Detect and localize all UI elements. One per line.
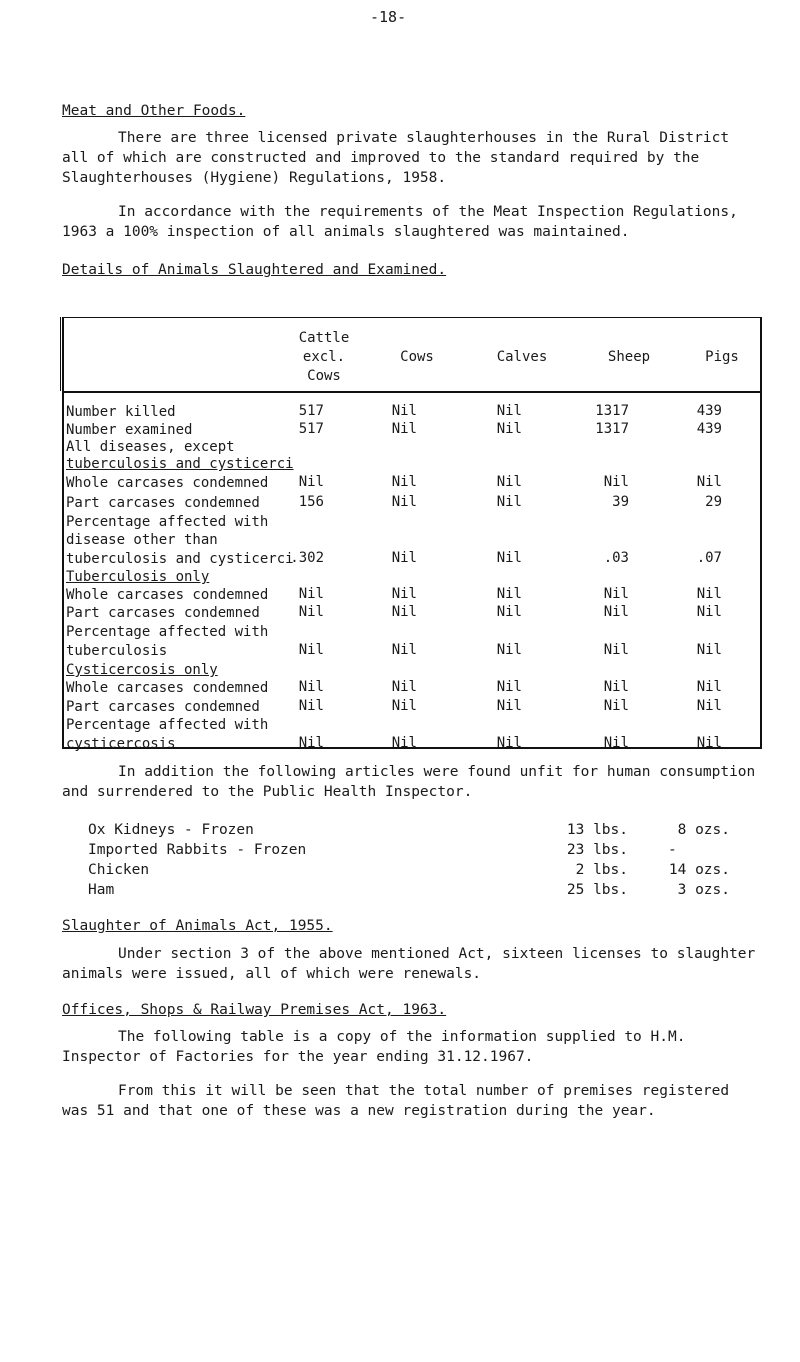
header-rule	[62, 391, 762, 393]
row-value: Nil	[298, 586, 324, 602]
row-label: Percentage affected with	[66, 717, 269, 733]
row-value: Nil	[496, 679, 522, 695]
meat-heading: Meat and Other Foods.	[62, 103, 246, 119]
row-label: Whole carcases condemned	[66, 587, 269, 603]
row-value: Nil	[603, 586, 629, 602]
row-value: Nil	[603, 604, 629, 620]
row-label: Percentage affected with	[66, 624, 269, 640]
row-label: Whole carcases condemned	[66, 475, 269, 491]
row-label: Whole carcases condemned	[66, 680, 269, 696]
row-value: Nil	[696, 698, 722, 714]
row-value: .07	[696, 550, 722, 566]
row-value: 1317	[595, 403, 629, 419]
col-header-calves: Calves	[496, 349, 548, 365]
row-value: Nil	[391, 494, 417, 510]
row-label: Number examined	[66, 422, 193, 438]
row-value: .302	[290, 550, 324, 566]
col-header-cattle: Cattle excl. Cows	[298, 330, 350, 384]
row-value: Nil	[298, 604, 324, 620]
row-value: Nil	[496, 494, 522, 510]
row-value: Nil	[391, 679, 417, 695]
row-value: Nil	[391, 604, 417, 620]
unfit-item-lbs: 23 lbs.	[566, 842, 628, 858]
row-value: Nil	[603, 698, 629, 714]
row-value: Nil	[298, 679, 324, 695]
row-value: 29	[705, 494, 722, 510]
para1-line2: all of which are constructed and improved to the standard required by the	[62, 150, 700, 166]
row-value: Nil	[496, 586, 522, 602]
unfit-item-ozs: 8 ozs.	[677, 822, 730, 838]
unfit-item-ozs: 14 ozs.	[668, 862, 730, 878]
col-header-sheep: Sheep	[607, 349, 651, 365]
row-label: Cysticercosis only	[66, 662, 218, 678]
row-value: Nil	[391, 698, 417, 714]
unfit-item-lbs: 2 lbs.	[575, 862, 628, 878]
row-value: Nil	[496, 735, 522, 751]
row-value: Nil	[696, 679, 722, 695]
row-value: Nil	[696, 604, 722, 620]
row-value: Nil	[391, 403, 417, 419]
para1-line1: There are three licensed private slaughterhouses in the Rural District	[118, 130, 730, 146]
row-value: 439	[696, 403, 722, 419]
offices-para2-line1: From this it will be seen that the total number of premises registered	[118, 1083, 730, 1099]
row-value: 156	[298, 494, 324, 510]
page-number: -18-	[370, 8, 407, 26]
unfit-item-name: Ox Kidneys - Frozen	[88, 822, 254, 838]
row-value: Nil	[298, 698, 324, 714]
row-value: Nil	[391, 642, 417, 658]
row-value: Nil	[391, 474, 417, 490]
unfit-intro-line1: In addition the following articles were found unfit for human consumption	[118, 764, 756, 780]
para2-line1: In accordance with the requirements of the Meat Inspection Regulations,	[118, 204, 738, 220]
row-value: 1317	[595, 421, 629, 437]
offices-act-heading: Offices, Shops & Railway Premises Act, 1963.	[62, 1002, 447, 1018]
row-value: Nil	[496, 642, 522, 658]
unfit-item-name: Chicken	[88, 862, 150, 878]
row-value: 39	[612, 494, 629, 510]
row-label: disease other than	[66, 532, 218, 548]
row-value: Nil	[298, 735, 324, 751]
row-value: .03	[603, 550, 629, 566]
offices-para1-line2: Inspector of Factories for the year ending 31.12.1967.	[62, 1049, 534, 1065]
row-value: Nil	[696, 642, 722, 658]
row-value: Nil	[298, 474, 324, 490]
row-value: Nil	[391, 421, 417, 437]
row-label: tuberculosis and cysticerci	[66, 551, 294, 567]
row-value: Nil	[696, 586, 722, 602]
row-value: Nil	[391, 550, 417, 566]
slaughter-act-line2: animals were issued, all of which were renewals.	[62, 966, 482, 982]
row-label: Tuberculosis only	[66, 569, 210, 585]
row-value: Nil	[496, 604, 522, 620]
unfit-item-ozs: 3 ozs.	[677, 882, 730, 898]
offices-para1-line1: The following table is a copy of the information supplied to H.M.	[118, 1029, 686, 1045]
row-value: Nil	[496, 421, 522, 437]
row-label: Percentage affected with	[66, 514, 269, 530]
animals-table	[62, 317, 762, 752]
row-label: cysticercosis	[66, 736, 176, 752]
unfit-item-lbs: 13 lbs.	[566, 822, 628, 838]
row-value: Nil	[298, 642, 324, 658]
row-value: Nil	[496, 550, 522, 566]
unfit-intro-line2: and surrendered to the Public Health Inspector.	[62, 784, 473, 800]
row-label: All diseases, except	[66, 439, 235, 455]
row-value: Nil	[496, 474, 522, 490]
para1-line3: Slaughterhouses (Hygiene) Regulations, 1958.	[62, 170, 447, 186]
slaughter-act-heading: Slaughter of Animals Act, 1955.	[62, 918, 333, 934]
unfit-item-name: Imported Rabbits - Frozen	[88, 842, 307, 858]
details-heading: Details of Animals Slaughtered and Examined.	[62, 262, 447, 278]
row-value: Nil	[391, 735, 417, 751]
slaughter-act-line1: Under section 3 of the above mentioned Act, sixteen licenses to slaughter	[118, 946, 756, 962]
row-label: tuberculosis	[66, 643, 168, 659]
row-label: Part carcases condemned	[66, 605, 260, 621]
row-label: Part carcases condemned	[66, 699, 260, 715]
offices-para2-line2: was 51 and that one of these was a new registration during the year.	[62, 1103, 656, 1119]
col-header-cows: Cows	[400, 349, 434, 365]
unfit-item-ozs: -	[668, 842, 677, 858]
row-label: tuberculosis and cysticerci	[66, 456, 294, 472]
row-value: Nil	[391, 586, 417, 602]
row-value: Nil	[496, 698, 522, 714]
row-value: Nil	[603, 642, 629, 658]
row-label: Number killed	[66, 404, 176, 420]
col-header-pigs: Pigs	[705, 349, 739, 365]
row-value: Nil	[603, 474, 629, 490]
row-value: Nil	[696, 735, 722, 751]
table-left-rule	[60, 317, 61, 391]
row-value: Nil	[696, 474, 722, 490]
row-value: Nil	[496, 403, 522, 419]
row-label: Part carcases condemned	[66, 495, 260, 511]
row-value: 517	[298, 421, 324, 437]
row-value: Nil	[603, 735, 629, 751]
para2-line2: 1963 a 100% inspection of all animals slaughtered was maintained.	[62, 224, 630, 240]
unfit-item-name: Ham	[88, 882, 115, 898]
unfit-item-lbs: 25 lbs.	[566, 882, 628, 898]
row-value: 517	[298, 403, 324, 419]
row-value: 439	[696, 421, 722, 437]
row-value: Nil	[603, 679, 629, 695]
